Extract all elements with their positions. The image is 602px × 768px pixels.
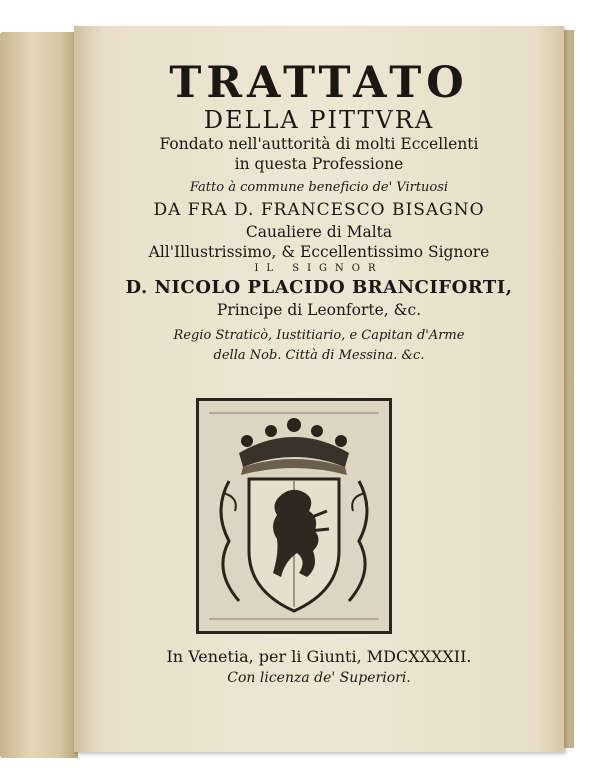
offices-line-1: Regio Straticò, Iustitiario, e Capitan d'Arme [173,328,465,343]
coat-of-arms-drawing [199,401,389,631]
book [0,18,580,758]
author-title: Caualiere di Malta [245,223,393,241]
imprint-line-1: In Venetia, per li Giunti, MDCXXXXII. [166,647,472,666]
book-subtitle: DELLA PITTVRA [203,106,435,134]
imprint-line-2: Con licenza de' Superiori. [227,670,411,686]
il-signor: IL SIGNOR [254,263,384,274]
title-page [74,26,564,752]
imprint-block [100,646,538,688]
description-line-3: Fatto à commune beneficio de' Virtuosi [189,180,449,195]
left-page [0,32,78,758]
coat-of-arms-icon [196,398,392,634]
patron-name: D. NICOLO PLACIDO BRANCIFORTI, [125,277,513,298]
dedication-line: All'Illustrissimo, & Eccellentissimo Signore [148,243,490,261]
author-name: DA FRA D. FRANCESCO BISAGNO [153,200,485,220]
title-text-block [100,60,538,366]
description-line-2: in questa Professione [234,155,404,173]
offices-line-2: della Nob. Città di Messina. &c. [213,348,425,363]
patron-title: Principe di Leonforte, &c. [216,301,422,319]
description-line-1: Fondato nell'auttorità di molti Eccellenti [159,135,479,153]
book-title: TRATTATO [169,58,469,108]
